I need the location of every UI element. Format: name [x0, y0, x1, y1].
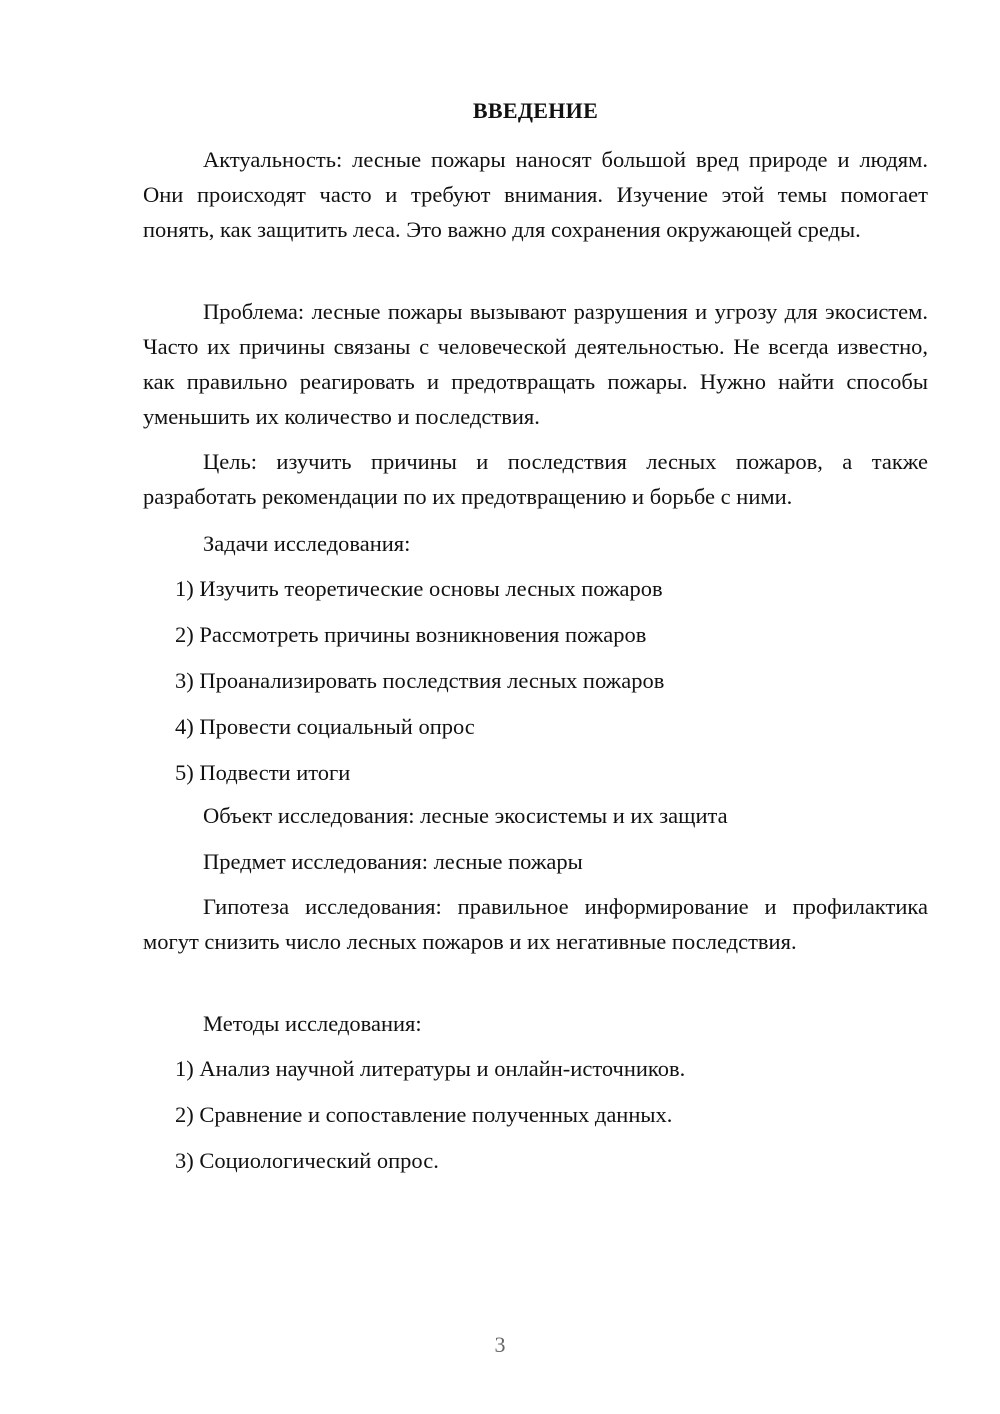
tasks-title-text: Задачи исследования:: [203, 531, 411, 556]
list-item: 2) Сравнение и сопоставление полученных данных.: [175, 1102, 673, 1127]
methods-title-text: Методы исследования:: [203, 1011, 422, 1036]
methods-list: [143, 1051, 928, 1178]
goal-paragraph: [143, 444, 928, 514]
problem-text: Проблема: лесные пожары вызывают разрушения и угрозу для экосистем. Часто их причины связаны с человеческой деятельностью. Не всегда известно, как правильно реагировать и предотвращать пожары. Нужно найти способы уменьшить их количество и последствия.: [143, 299, 928, 429]
problem-paragraph: [143, 294, 928, 434]
page-number: 3: [494, 1332, 506, 1357]
list-item: 1) Анализ научной литературы и онлайн-источников.: [175, 1056, 686, 1081]
tasks-title: [143, 526, 928, 561]
object-text: Объект исследования: лесные экосистемы и их защита: [203, 803, 728, 828]
list-item: 2) Рассмотреть причины возникновения пожаров: [175, 622, 647, 647]
relevance-text: Актуальность: лесные пожары наносят большой вред природе и людям. Они происходят часто и требуют внимания. Изучение этой темы помогает понять, как защитить леса. Это важно для сохранения окружающей среды.: [143, 147, 928, 242]
hypothesis-paragraph: [143, 889, 928, 959]
subject-text: Предмет исследования: лесные пожары: [203, 849, 583, 874]
list-item: 5) Подвести итоги: [175, 760, 351, 785]
list-item: 3) Социологический опрос.: [175, 1148, 439, 1173]
tasks-list: [143, 571, 928, 790]
relevance-paragraph: [143, 142, 928, 247]
section-heading: ВВЕДЕНИЕ: [472, 98, 599, 123]
methods-title: [143, 1006, 928, 1041]
hypothesis-text: Гипотеза исследования: правильное информирование и профилактика могут снизить число лесных пожаров и их негативные последствия.: [143, 894, 928, 954]
list-item: 4) Провести социальный опрос: [175, 714, 475, 739]
object-line: [143, 798, 928, 833]
subject-line: [143, 844, 928, 879]
list-item: 3) Проанализировать последствия лесных пожаров: [175, 668, 665, 693]
list-item: 1) Изучить теоретические основы лесных пожаров: [175, 576, 663, 601]
goal-text: Цель: изучить причины и последствия лесных пожаров, а также разработать рекомендации по их предотвращению и борьбе с ними.: [143, 449, 928, 509]
